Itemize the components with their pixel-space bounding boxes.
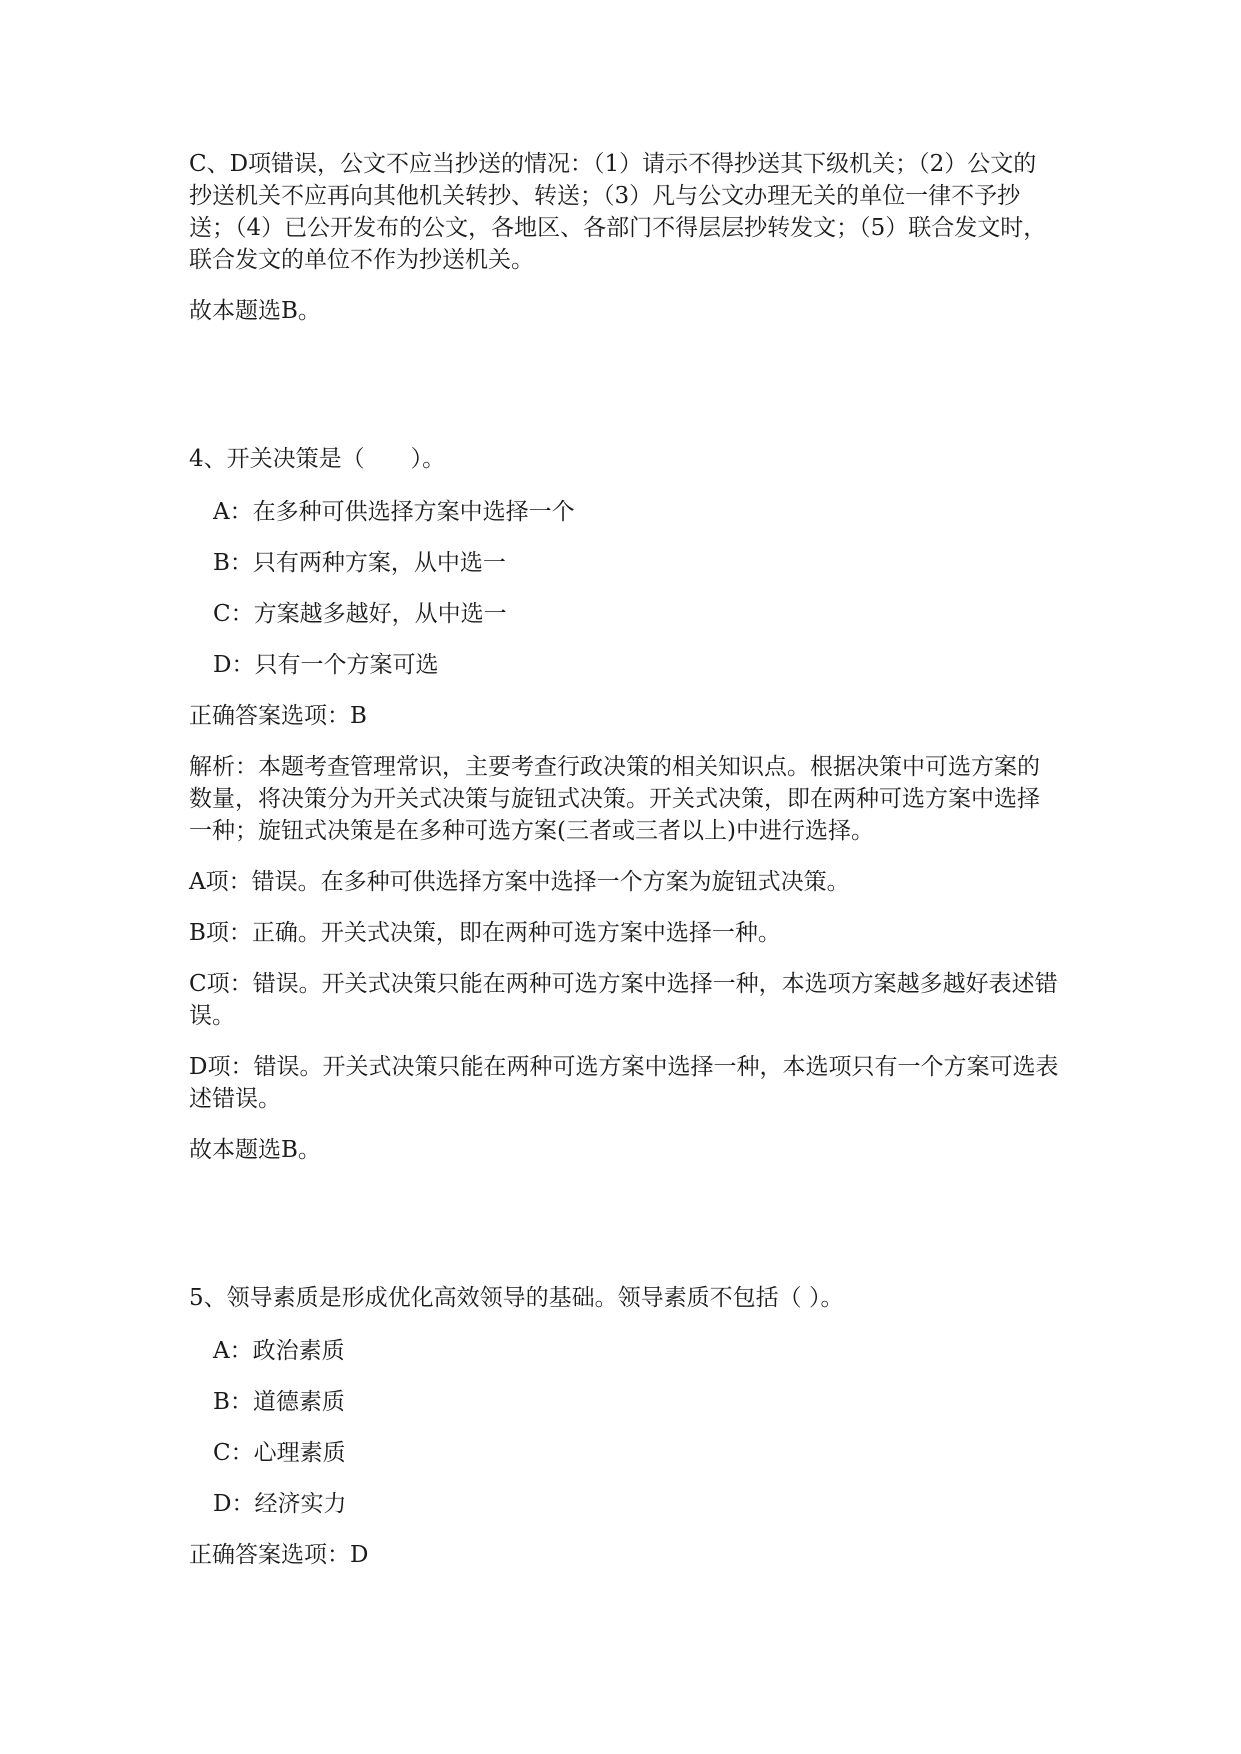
question-5-option-b: B：道德素质 xyxy=(213,1389,345,1415)
question-4-item-c: C项：错误。开关式决策只能在两种可选方案中选择一种，本选项方案越多越好表述错误。 xyxy=(189,971,1058,1029)
question-5-stem: 5、领导素质是形成优化高效领导的基础。领导素质不包括（ ）。 xyxy=(189,1285,844,1311)
question-4-item-b: B项：正确。开关式决策，即在两种可选方案中选择一种。 xyxy=(189,920,781,946)
question-4-stem: 4、开关决策是（ ）。 xyxy=(189,446,446,472)
question-4-item-d: D项：错误。开关式决策只能在两种可选方案中选择一种，本选项只有一个方案可选表述错误。 xyxy=(189,1054,1059,1112)
question-4-analysis: 解析：本题考查管理常识，主要考查行政决策的相关知识点。根据决策中可选方案的数量，将决策分为开关式决策与旋钮式决策。开关式决策，即在两种可选方案中选择一种；旋钮式决策是在多种可选方案(三者或三者以上)中进行选择。 xyxy=(189,754,1040,844)
question-4-answer: 正确答案选项：B xyxy=(189,703,367,729)
question-4-conclusion: 故本题选B。 xyxy=(189,1137,321,1163)
question-spacer xyxy=(189,1185,1059,1282)
question-5-option-a: A：政治素质 xyxy=(213,1338,345,1364)
page-content xyxy=(189,148,1059,1590)
question-4-option-c: C：方案越多越好，从中选一 xyxy=(213,601,507,627)
question-4-item-a: A项：错误。在多种可供选择方案中选择一个方案为旋钮式决策。 xyxy=(189,869,850,895)
conclusion-paragraph: 故本题选B。 xyxy=(189,298,321,324)
question-4-option-d: D：只有一个方案可选 xyxy=(213,652,439,678)
question-5-option-d: D：经济实力 xyxy=(213,1491,347,1517)
question-5-option-c: C：心理素质 xyxy=(213,1440,346,1466)
question-4-option-a: A：在多种可供选择方案中选择一个 xyxy=(213,499,575,525)
question-5-answer: 正确答案选项：D xyxy=(189,1542,369,1568)
question-spacer xyxy=(189,346,1059,443)
question-4-option-b: B：只有两种方案，从中选一 xyxy=(213,550,506,576)
explanation-cd-paragraph: C、D项错误，公文不应当抄送的情况：（1）请示不得抄送其下级机关；（2）公文的抄送机关不应再向其他机关转抄、转送；（3）凡与公文办理无关的单位一律不予抄送；（4）已公开发布的公文，各地区、各部门不得层层抄转发文；（5）联合发文时，联合发文的单位不作为抄送机关。 xyxy=(189,151,1047,273)
